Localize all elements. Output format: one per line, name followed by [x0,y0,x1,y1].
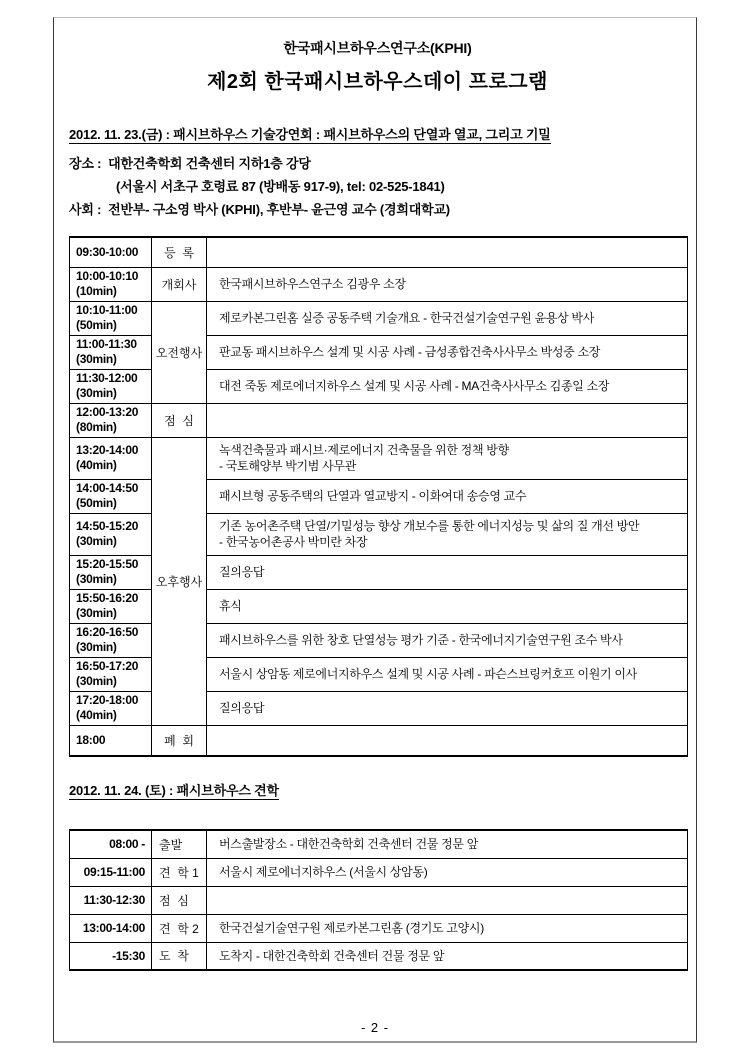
time-cell [70,691,152,725]
day2-schedule-body [70,830,688,970]
time-range: 11:30-12:00 [76,371,138,385]
content-cell [207,301,688,335]
duration: (30min) [76,534,117,548]
time-range: 16:50-17:20 [76,659,139,673]
duration: (80min) [76,420,117,434]
content-line: - 국토해양부 박기범 사무관 [219,459,357,473]
time-range: 12:00-13:20 [76,405,139,419]
duration: (30min) [76,386,117,400]
day1-info [69,152,686,221]
time-cell [70,237,152,267]
content-cell: 버스출발장소 - 대한건축학회 건축센터 건물 정문 앞 [207,830,688,858]
content-cell [207,403,688,437]
time-range: 10:00-10:10 [76,269,139,283]
time-range: 14:00-14:50 [76,481,139,495]
session-cell: 견 학 2 [152,914,207,942]
duration: (30min) [76,674,117,688]
time-cell [70,301,152,335]
session-cell: 점 심 [152,403,207,437]
content-line: 한국패시브하우스연구소 김광우 소장 [219,277,406,291]
schedule-row [70,725,688,756]
session-cell: 폐 회 [152,725,207,756]
time-cell: 11:30-12:30 [70,886,152,914]
duration: (50min) [76,318,117,332]
session-cell: 견 학 1 [152,858,207,886]
time-range: 16:20-16:50 [76,625,139,639]
duration: (30min) [76,572,117,586]
schedule-row [70,237,688,267]
content-line: 패시브하우스를 위한 창호 단열성능 평가 기준 - 한국에너지기술연구원 조수 박사 [219,633,623,647]
time-cell: 13:00-14:00 [70,914,152,942]
day2-heading-text: 2012. 11. 24. (토) : 패시브하우스 견학 [69,783,279,798]
content-cell [207,437,688,479]
content-cell [207,886,688,914]
content-line: 판교동 패시브하우스 설계 및 시공 사례 - 금성종합건축사사무소 박성중 소장 [219,345,601,359]
content-cell: 한국건설기술연구원 제로카본그린홈 (경기도 고양시) [207,914,688,942]
content-line: 휴식 [219,599,242,613]
content-line: 질의응답 [219,701,265,715]
time-cell [70,267,152,301]
time-cell [70,479,152,513]
content-cell [207,623,688,657]
host-line: 사회 : 전반부- 구소영 박사 (KPHI), 후반부- 윤근영 교수 (경희대학교) [69,202,450,217]
duration: (40min) [76,458,117,472]
duration: (30min) [76,640,117,654]
content-line: 질의응답 [219,565,265,579]
time-cell: 09:15-11:00 [70,858,152,886]
content-cell: 도착지 - 대한건축학회 건축센터 건물 정문 앞 [207,942,688,970]
schedule-row [70,403,688,437]
content-cell [207,479,688,513]
schedule-row [70,886,688,914]
content-cell [207,335,688,369]
content-line: 기존 농어촌주택 단열/기밀성능 향상 개보수를 통한 에너지성능 및 삶의 질 개선 방안 [219,519,640,533]
time-cell: 08:00 - [70,830,152,858]
time-cell [70,725,152,756]
session-cell: 오전행사 [152,301,207,403]
duration: (30min) [76,352,117,366]
session-cell: 개회사 [152,267,207,301]
time-range: 11:00-11:30 [76,337,137,351]
session-cell: 도 착 [152,942,207,970]
content-line: 서울시 상암동 제로에너지하우스 설계 및 시공 사례 - 파슨스브링커호프 이원기 이사 [219,667,637,681]
duration: (50min) [76,496,117,510]
content-cell [207,369,688,403]
time-cell [70,437,152,479]
schedule-row [70,858,688,886]
duration: (10min) [76,284,117,298]
day2-heading [69,780,686,799]
content-line: - 한국농어촌공사 박미란 차장 [219,535,368,549]
venue-address: (서울시 서초구 호령료 87 (방배동 917-9), tel: 02-525-1841) [116,179,445,194]
schedule-row [70,914,688,942]
content-line: 패시브형 공동주택의 단열과 열교방지 - 이화여대 송승영 교수 [219,489,527,503]
content-cell [207,657,688,691]
time-cell [70,555,152,589]
time-cell [70,623,152,657]
time-cell [70,403,152,437]
content-cell [207,267,688,301]
session-cell: 출발 [152,830,207,858]
schedule-row [70,942,688,970]
duration: (40min) [76,708,117,722]
day1-heading-text: 2012. 11. 23.(금) : 패시브하우스 기술강연회 : 패시브하우스의 단열과 열교, 그리고 기밀 [69,127,551,142]
schedule-row [70,830,688,858]
duration: (30min) [76,606,117,620]
day2-schedule-table [69,829,688,971]
content-cell [207,725,688,756]
content-line: 대전 죽동 제로에너지하우스 설계 및 시공 사례 - MA건축사사무소 김종일 소장 [219,379,610,393]
content-cell: 서울시 제로에너지하우스 (서울시 상암동) [207,858,688,886]
time-cell [70,369,152,403]
venue-line: 장소 : 대한건축학회 건축센터 지하1층 강당 [69,156,311,171]
content-line: 녹색건축물과 패시브·제로에너지 건축물을 위한 정책 방향 [219,443,509,457]
session-cell: 등 록 [152,237,207,267]
page-number: - 2 - [360,1020,390,1035]
document-page [53,17,697,1043]
organization-name: 한국패시브하우스연구소(KPHI) [283,40,472,56]
time-cell [70,335,152,369]
time-range: 10:10-11:00 [76,303,138,317]
time-range: 13:20-14:00 [76,443,139,457]
time-cell [70,657,152,691]
time-range: 14:50-15:20 [76,519,139,533]
document-title: 제2회 한국패시브하우스데이 프로그램 [207,71,548,93]
time-range: 15:20-15:50 [76,557,139,571]
content-cell [207,589,688,623]
time-range: 17:20-18:00 [76,693,139,707]
day1-schedule-table [69,236,688,757]
day1-schedule-body [70,237,688,756]
content-cell [207,691,688,725]
content-cell [207,513,688,555]
session-cell: 점 심 [152,886,207,914]
time-cell: -15:30 [70,942,152,970]
time-range: 09:30-10:00 [76,244,139,259]
time-cell [70,589,152,623]
schedule-row [70,437,688,479]
content-line: 제로카본그린홈 실증 공동주택 기술개요 - 한국건설기술연구원 윤용상 박사 [219,311,594,325]
schedule-row [70,267,688,301]
content-cell [207,555,688,589]
day1-heading [69,124,686,143]
time-cell [70,513,152,555]
time-range: 18:00 [76,732,106,747]
schedule-row [70,301,688,335]
time-range: 15:50-16:20 [76,591,139,605]
page-content [69,38,686,971]
content-cell [207,237,688,267]
session-cell: 오후행사 [152,437,207,725]
